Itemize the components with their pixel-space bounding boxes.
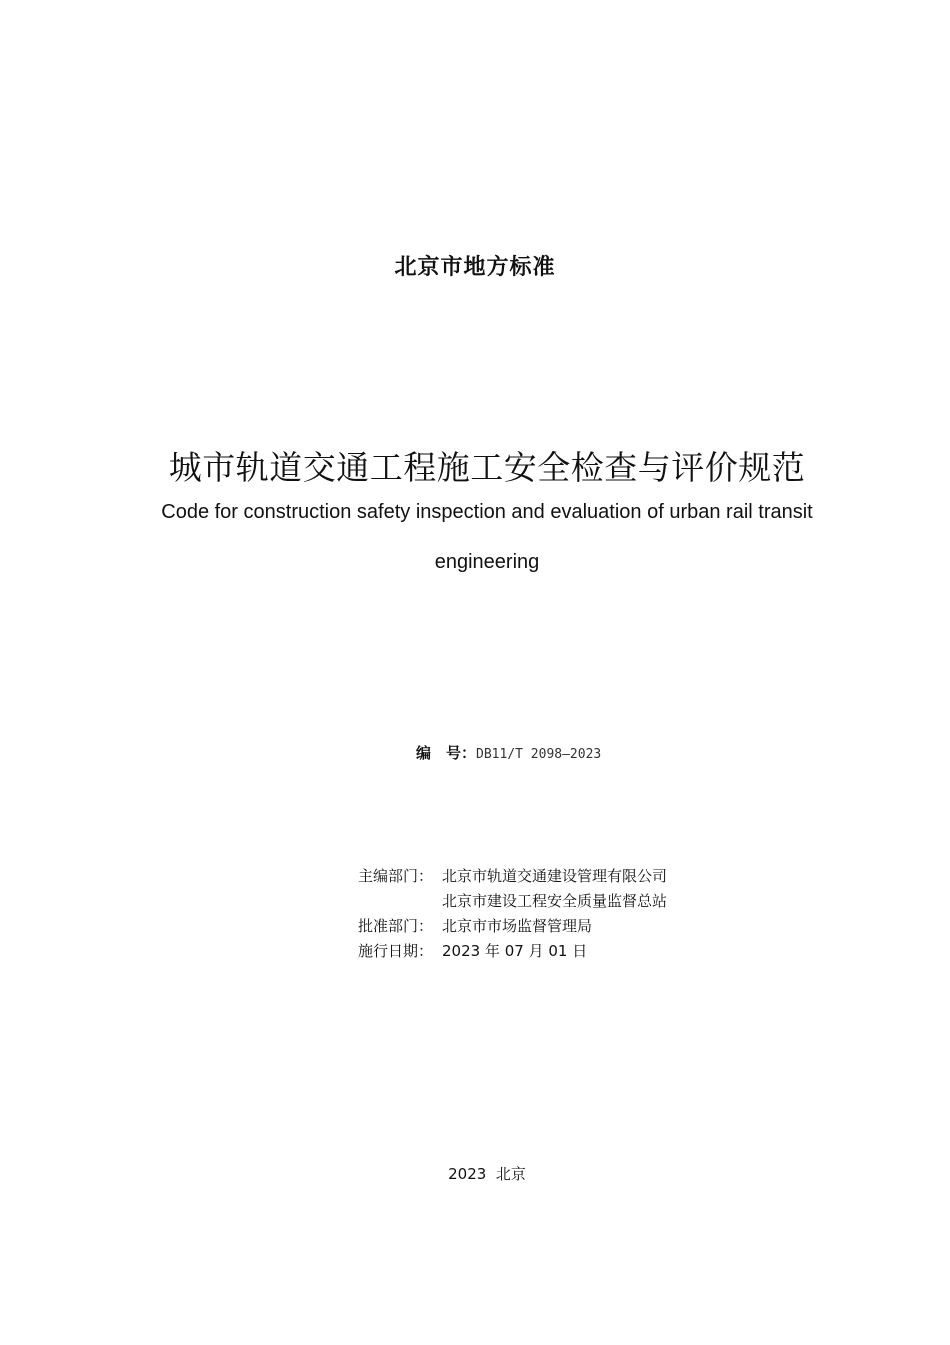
editor-row-1 [358, 864, 667, 889]
publication-info [358, 864, 667, 964]
footer-year-place: 2023 北京 [448, 1165, 526, 1183]
editor-label: 主编部门： [358, 867, 434, 885]
effective-date-value: 2023 年 07 月 01 日 [442, 942, 588, 960]
title-english-line-1: Code for construction safety inspection and evaluation of urban rail transit [161, 501, 813, 523]
editor-row-2 [358, 889, 667, 914]
editor-value-1: 北京市轨道交通建设管理有限公司 [442, 867, 668, 885]
approver-value: 北京市市场监督管理局 [442, 917, 593, 935]
effective-date-row [358, 939, 667, 964]
title-english-line-2: engineering [434, 551, 540, 573]
approver-row [358, 914, 667, 939]
standard-category: 北京市地方标准 [394, 255, 556, 280]
standard-code-label: 编 号： [416, 744, 477, 762]
title-chinese: 城市轨道交通工程施工安全检查与评价规范 [168, 448, 806, 487]
effective-date-label: 施行日期： [358, 942, 434, 960]
standard-code-value: DB11/T 2098—2023 [476, 747, 602, 762]
editor-value-2: 北京市建设工程安全质量监督总站 [442, 892, 668, 910]
standard-code [416, 742, 601, 763]
approver-label: 批准部门： [358, 917, 434, 935]
